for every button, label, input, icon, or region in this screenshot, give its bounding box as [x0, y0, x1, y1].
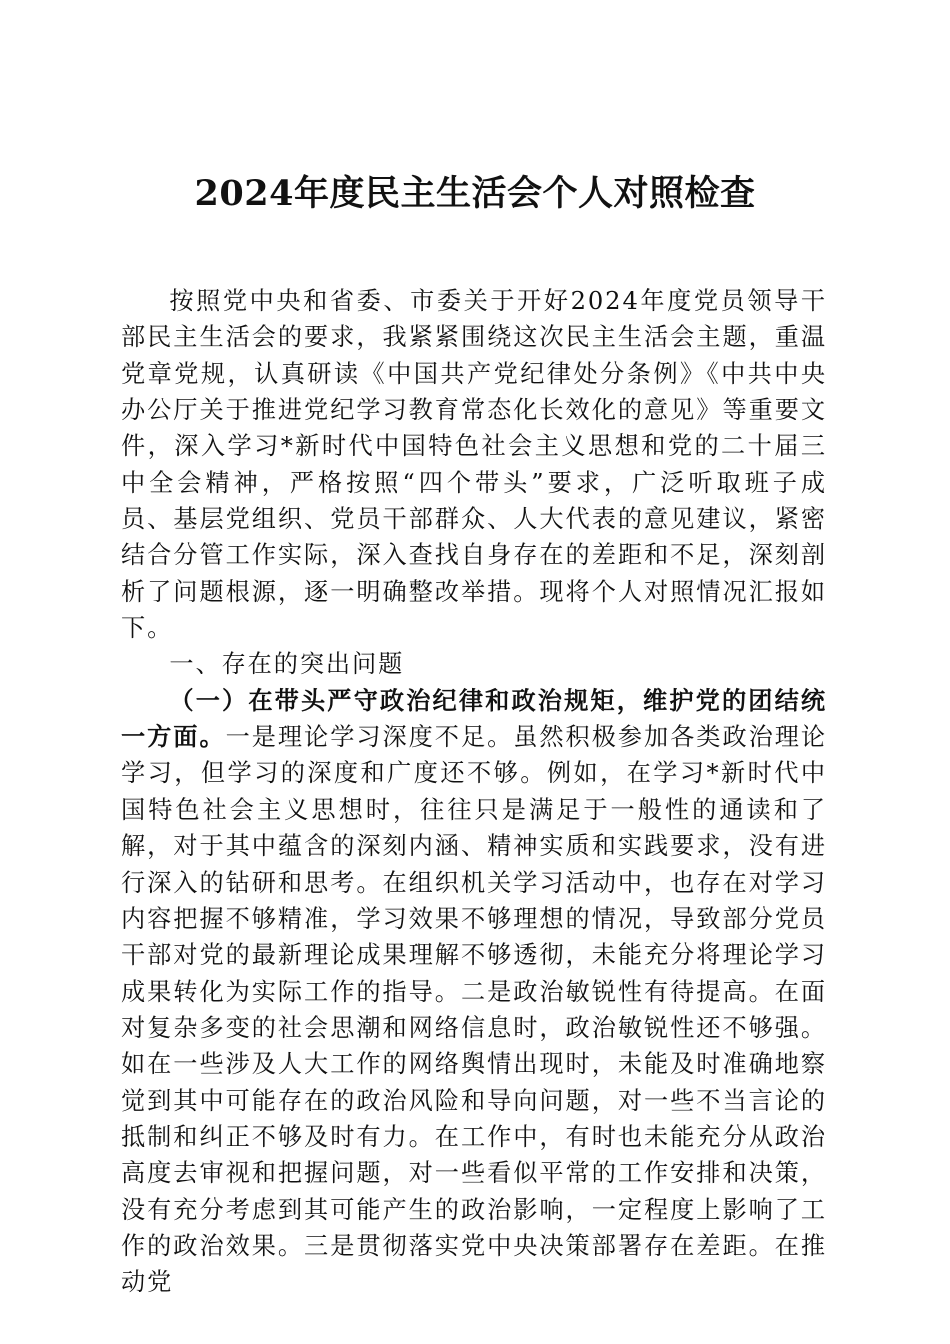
subsection-paragraph: [121, 683, 827, 1301]
subsection-body: 一是理论学习深度不足。虽然积极参加各类政治理论学习，但学习的深度和广度还不够。例如，在学习*新时代中国特色社会主义思想时，往往只是满足于一般性的通读和了解，对于其中蕴含的深刻内涵、精神实质和实践要求，没有进行深入的钻研和思考。在组织机关学习活动中，也存在对学习内容把握不够精准，学习效果不够理想的情况，导致部分党员干部对党的最新理论成果理解不够透彻，未能充分将理论学习成果转化为实际工作的指导。二是政治敏锐性有待提高。在面对复杂多变的社会思潮和网络信息时，政治敏锐性还不够强。如在一些涉及人大工作的网络舆情出现时，未能及时准确地察觉到其中可能存在的政治风险和导向问题，对一些不当言论的抵制和纠正不够及时有力。在工作中，有时也未能充分从政治高度去审视和把握问题，对一些看似平常的工作安排和决策，没有充分考虑到其可能产生的政治影响，一定程度上影响了工作的政治效果。三是贯彻落实党中央决策部署存在差距。在推动党: [121, 723, 827, 1297]
document-body: [121, 283, 827, 1301]
section-heading: 一、存在的突出问题: [169, 650, 405, 679]
intro-paragraph: 按照党中央和省委、市委关于开好2024年度党员领导干部民主生活会的要求，我紧紧围绕这次民主生活会主题，重温党章党规，认真研读《中国共产党纪律处分条例》《中共中央办公厅关于推进党纪学习教育常态化长效化的意见》等重要文件，深入学习*新时代中国特色社会主义思想和党的二十届三中全会精神，严格按照“四个带头”要求，广泛听取班子成员、基层党组织、党员干部群众、人大代表的意见建议，紧密结合分管工作实际，深入查找自身存在的差距和不足，深刻剖析了问题根源，逐一明确整改举措。现将个人对照情况汇报如下。: [121, 287, 827, 643]
document-title: 2024年度民主生活会个人对照检查: [194, 173, 756, 214]
subsection-heading: （一）在带头严守政治纪律和政治规矩，维护党的团结统一方面。: [121, 685, 827, 752]
